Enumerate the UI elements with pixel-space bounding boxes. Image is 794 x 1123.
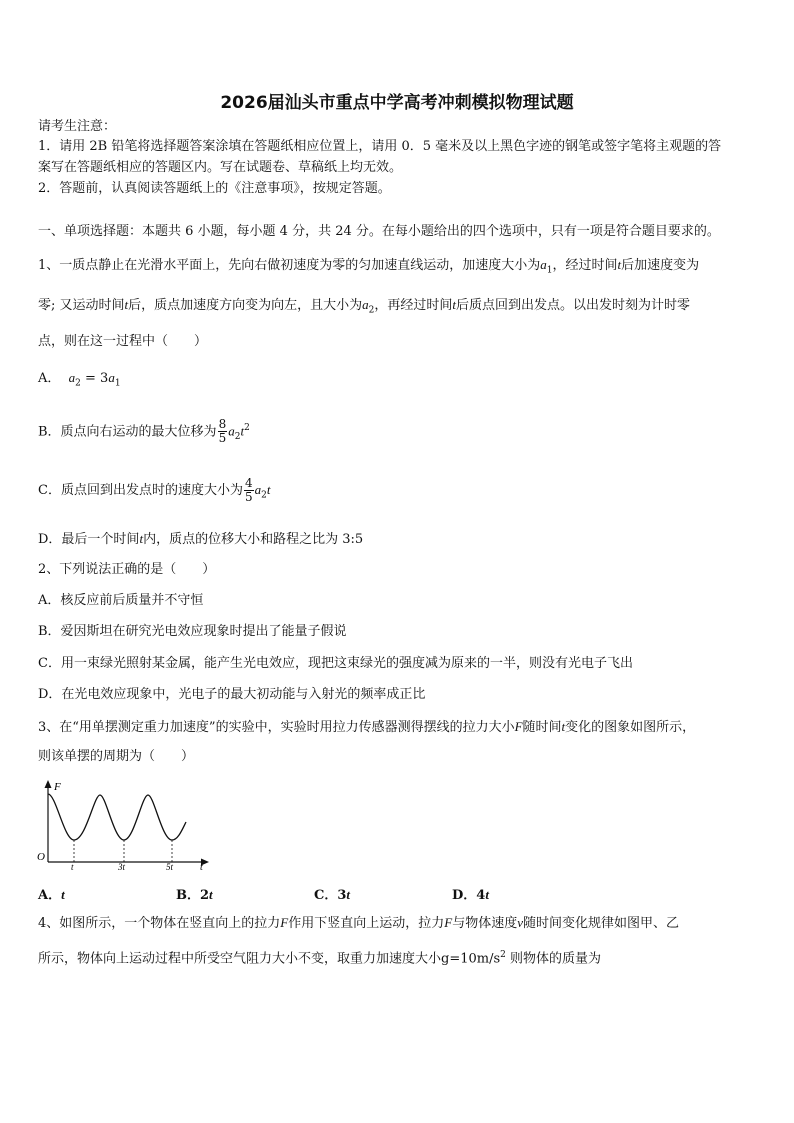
q2-option-d: D．在光电效应现象中，光电子的最大初动能与入射光的频率成正比 xyxy=(38,687,426,702)
notice-item-2: 2．答题前，认真阅读答题纸上的《注意事项》，按规定答题。 xyxy=(38,181,391,196)
tick-label-3t: 3t xyxy=(118,862,126,870)
q1-line-3: 点，则在这一过程中（ ） xyxy=(38,334,208,349)
tick-label-t: t xyxy=(71,862,74,870)
tick-label-5t: 5t xyxy=(166,862,174,870)
q3-option-b: B．2t xyxy=(176,887,213,903)
page-title: 2026届汕头市重点中学高考冲刺模拟物理试题 xyxy=(220,93,574,113)
notice-heading: 请考生注意： xyxy=(38,119,117,134)
notice-item-1-line-2: 案写在答题纸相应的答题区内。写在试题卷、草稿纸上均无效。 xyxy=(38,160,403,175)
q2-stem: 2、下列说法正确的是（ ） xyxy=(38,562,216,577)
q1-option-b: B．质点向右运动的最大位移为 $\frac{8}{5}$ $a_2t^2$ xyxy=(38,417,250,446)
notice-item-1-line-1: 1．请用 2B 铅笔将选择题答案涂填在答题纸相应位置上，请用 0．5 毫米及以上黑色字迹的钢笔或签字笔将主观题的答 xyxy=(38,139,722,154)
q3-line-1: 3、在“用单摆测定重力加速度”的实验中，实验时用拉力传感器测得摆线的拉力大小F随时间t变化的图象如图所示， xyxy=(38,719,696,735)
q4-line-2: 所示，物体向上运动过程中所受空气阻力大小不变，取重力加速度大小$g=10m/s^2$ 则物体的质量为 xyxy=(38,950,602,967)
q4-line-1: 4、如图所示，一个物体在竖直向上的拉力F作用下竖直向上运动，拉力F与物体速度v随时间变化规律如图甲、乙 xyxy=(38,915,680,931)
q1-line-1: 1、一质点静止在光滑水平面上，先向右做初速度为零的匀加速直线运动，加速度大小为$a_1$，经过时间t后加速度变为 xyxy=(38,257,700,276)
q3-option-a: A．t xyxy=(38,887,65,903)
force-curve xyxy=(48,794,186,840)
y-axis-arrow xyxy=(45,780,52,788)
fraction-4-5: $\frac{4}{5}$ xyxy=(244,476,253,504)
q3-option-d: D．4t xyxy=(452,887,489,903)
q3-line-2: 则该单摆的周期为（ ） xyxy=(38,749,195,764)
q1-option-a: A． $a_2 = 3a_1$ xyxy=(38,370,121,389)
q2-option-b: B．爱因斯坦在研究光电效应现象时提出了能量子假说 xyxy=(38,624,347,639)
section-heading: 一、单项选择题：本题共 6 小题，每小题 4 分，共 24 分。在每小题给出的四个选项中，只有一项是符合题目要求的。 xyxy=(38,224,720,239)
y-axis-label: F xyxy=(54,781,61,793)
q1-line-2: 零; 又运动时间t后，质点加速度方向变为向左，且大小为$a_2$，再经过时间t后质点回到出发点。以出发时刻为计时零 xyxy=(38,297,691,316)
fraction-8-5: $\frac{8}{5}$ xyxy=(218,417,227,446)
q3-force-time-graph xyxy=(34,778,214,870)
q1-option-c: C．质点回到出发点时的速度大小为 $\frac{4}{5}$ $a_2t$ xyxy=(38,476,271,504)
origin-label: O xyxy=(37,851,45,863)
q1-option-d: D．最后一个时间t内，质点的位移大小和路程之比为 3:5 xyxy=(38,531,364,547)
q3-option-c: C．3t xyxy=(314,887,351,903)
q2-option-a: A．核反应前后质量并不守恒 xyxy=(38,593,204,608)
x-axis-label: t xyxy=(200,862,203,870)
q2-option-c: C．用一束绿光照射某金属，能产生光电效应，现把这束绿光的强度减为原来的一半，则没有光电子飞出 xyxy=(38,656,633,671)
